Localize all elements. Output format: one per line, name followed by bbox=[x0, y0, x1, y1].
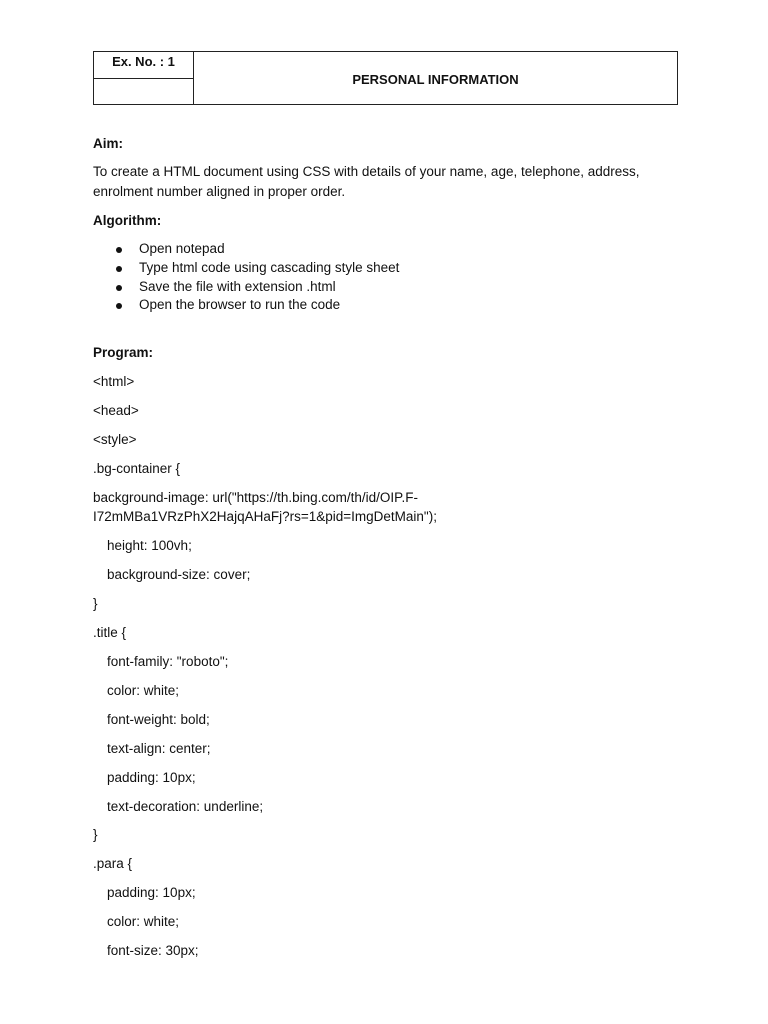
code-line: background-size: cover; bbox=[107, 567, 251, 582]
code-line: } bbox=[93, 827, 98, 842]
algorithm-heading: Algorithm: bbox=[93, 213, 162, 228]
bullet-icon bbox=[116, 303, 122, 309]
code-line: height: 100vh; bbox=[107, 538, 192, 553]
bullet-icon bbox=[116, 285, 122, 291]
bullet-icon bbox=[116, 266, 122, 272]
code-line: color: white; bbox=[107, 683, 180, 698]
aim-text-line: enrolment number aligned in proper order. bbox=[93, 184, 346, 199]
code-line: background-image: url("https://th.bing.com/th/id/OIP.F- bbox=[93, 490, 418, 505]
code-line: } bbox=[93, 596, 98, 611]
code-line: padding: 10px; bbox=[107, 770, 196, 785]
code-line: .bg-container { bbox=[93, 461, 181, 476]
step-text: Open notepad bbox=[139, 241, 225, 256]
exercise-header-table bbox=[93, 51, 678, 105]
list-item bbox=[93, 296, 399, 315]
code-line: font-weight: bold; bbox=[107, 712, 210, 727]
program-heading: Program: bbox=[93, 345, 154, 360]
exercise-number-column bbox=[94, 52, 194, 104]
list-item bbox=[93, 278, 399, 297]
aim-text-line: To create a HTML document using CSS with details of your name, age, telephone, address, bbox=[93, 164, 640, 179]
code-line: color: white; bbox=[107, 914, 180, 929]
code-line: <html> bbox=[93, 374, 135, 389]
code-line: padding: 10px; bbox=[107, 885, 196, 900]
exercise-title: PERSONAL INFORMATION bbox=[352, 72, 519, 87]
code-line: I72mMBa1VRzPhX2HajqAHaFj?rs=1&pid=ImgDetMain"); bbox=[93, 509, 437, 524]
aim-heading: Aim: bbox=[93, 136, 123, 151]
code-line: <style> bbox=[93, 432, 137, 447]
code-line: font-family: "roboto"; bbox=[107, 654, 229, 669]
code-line: text-align: center; bbox=[107, 741, 211, 756]
code-line: <head> bbox=[93, 403, 139, 418]
step-text: Save the file with extension .html bbox=[139, 278, 336, 294]
exercise-number: Ex. No. : 1 bbox=[94, 52, 193, 79]
step-text: Type html code using cascading style sheet bbox=[139, 259, 400, 275]
code-line: text-decoration: underline; bbox=[107, 799, 264, 814]
algorithm-steps-list bbox=[93, 240, 399, 315]
code-line: .para { bbox=[93, 856, 133, 871]
code-line: font-size: 30px; bbox=[107, 943, 199, 958]
step-text: Open the browser to run the code bbox=[139, 297, 341, 313]
list-item bbox=[93, 259, 399, 278]
code-line: .title { bbox=[93, 625, 127, 640]
list-item bbox=[93, 240, 399, 259]
bullet-icon bbox=[116, 247, 122, 253]
